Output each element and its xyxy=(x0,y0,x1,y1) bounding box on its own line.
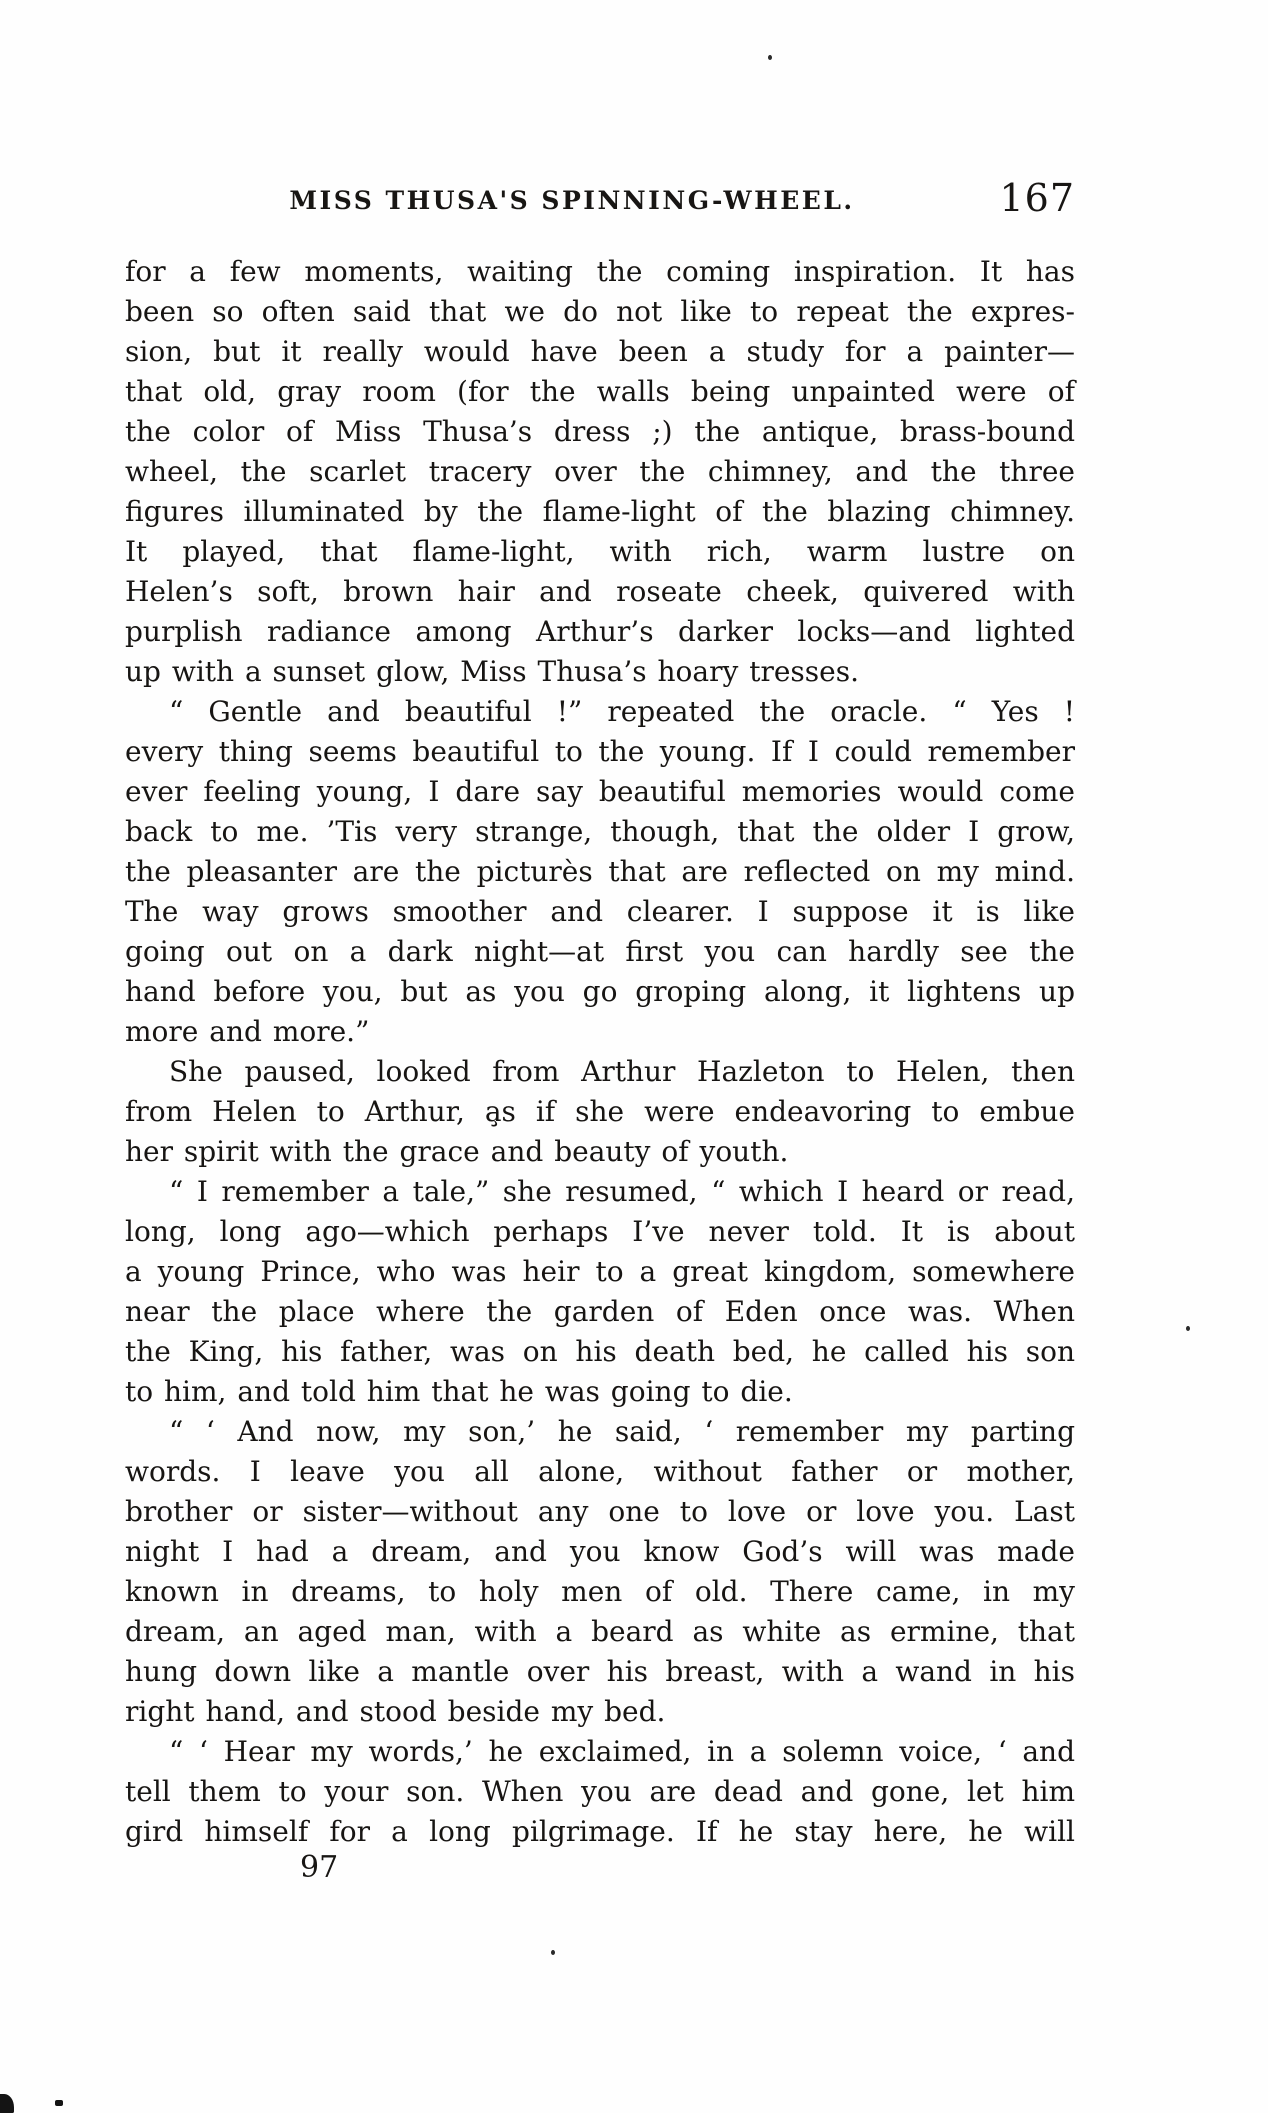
text-line: back to me. ’Tis very strange, though, that the older I grow, xyxy=(125,815,1075,848)
text-line: sion, but it really would have been a study for a painter— xyxy=(125,335,1075,368)
text-line: hung down like a mantle over his breast, with a wand in his xyxy=(125,1655,1075,1688)
text-line: brother or sister—without any one to love or love you. Last xyxy=(125,1495,1075,1528)
scan-speck xyxy=(1186,1326,1190,1331)
text-line: “ ‘ And now, my son,’ he said, ‘ remember my parting xyxy=(169,1415,1075,1448)
text-line: to him, and told him that he was going to die. xyxy=(125,1375,793,1408)
text-line: right hand, and stood beside my bed. xyxy=(125,1695,666,1728)
running-title: MISS THUSA'S SPINNING-WHEEL. xyxy=(289,186,855,215)
signature-number: 97 xyxy=(300,1850,339,1885)
text-line: ever feeling young, I dare say beautiful memories would come xyxy=(125,775,1075,808)
text-line: the King, his father, was on his death bed, he called his son xyxy=(125,1335,1075,1368)
text-line: been so often said that we do not like to repeat the expres- xyxy=(125,295,1075,328)
text-line: that old, gray room (for the walls being unpainted were of xyxy=(125,375,1075,408)
text-line: figures illuminated by the flame-light of the blazing chimney. xyxy=(125,495,1075,528)
scan-speck xyxy=(551,1950,555,1955)
body-text xyxy=(125,252,1075,1852)
text-line: Helen’s soft, brown hair and roseate cheek, quivered with xyxy=(125,575,1075,608)
text-line: The way grows smoother and clearer. I suppose it is like xyxy=(125,895,1075,928)
text-line: dream, an aged man, with a beard as white as ermine, that xyxy=(125,1615,1075,1648)
text-line: “ ‘ Hear my words,’ he exclaimed, in a solemn voice, ‘ and xyxy=(169,1735,1075,1768)
text-line: going out on a dark night—at first you can hardly see the xyxy=(125,935,1075,968)
scan-blot xyxy=(55,2100,63,2106)
text-line: It played, that flame-light, with rich, warm lustre on xyxy=(125,535,1075,568)
scan-speck xyxy=(768,55,772,60)
text-line: a young Prince, who was heir to a great kingdom, somewhere xyxy=(125,1255,1075,1288)
text-line: the color of Miss Thusa’s dress ;) the antique, brass-bound xyxy=(125,415,1075,448)
text-line: purplish radiance among Arthur’s darker locks—and lighted xyxy=(125,615,1075,648)
text-line: her spirit with the grace and beauty of youth. xyxy=(125,1135,789,1168)
text-line: for a few moments, waiting the coming inspiration. It has xyxy=(125,255,1075,288)
text-line: She paused, looked from Arthur Hazleton to Helen, then xyxy=(169,1055,1075,1088)
text-line: tell them to your son. When you are dead and gone, let him xyxy=(125,1775,1075,1808)
text-line: night I had a dream, and you know God’s will was made xyxy=(125,1535,1075,1568)
text-line: hand before you, but as you go groping along, it lightens up xyxy=(125,975,1075,1008)
text-line: long, long ago—which perhaps I’ve never told. It is about xyxy=(125,1215,1075,1248)
page-number: 167 xyxy=(999,176,1075,220)
text-line: known in dreams, to holy men of old. There came, in my xyxy=(125,1575,1075,1608)
text-line: wheel, the scarlet tracery over the chimney, and the three xyxy=(125,455,1075,488)
text-line: “ Gentle and beautiful !” repeated the oracle. “ Yes ! xyxy=(169,695,1075,728)
text-line: up with a sunset glow, Miss Thusa’s hoary tresses. xyxy=(125,655,859,688)
text-line: from Helen to Arthur, a̧s if she were endeavoring to embue xyxy=(125,1095,1075,1128)
text-line: every thing seems beautiful to the young. If I could remember xyxy=(125,735,1075,768)
text-line: words. I leave you all alone, without father or mother, xyxy=(125,1455,1075,1488)
text-line: “ I remember a tale,” she resumed, “ which I heard or read, xyxy=(169,1175,1075,1208)
text-line: more and more.” xyxy=(125,1015,370,1048)
running-head xyxy=(125,176,1075,226)
text-line: near the place where the garden of Eden once was. When xyxy=(125,1295,1075,1328)
text-line: gird himself for a long pilgrimage. If he stay here, he will xyxy=(125,1815,1075,1848)
text-line: the pleasanter are the picturès that are reflected on my mind. xyxy=(125,855,1075,888)
scan-blot xyxy=(0,2094,14,2113)
